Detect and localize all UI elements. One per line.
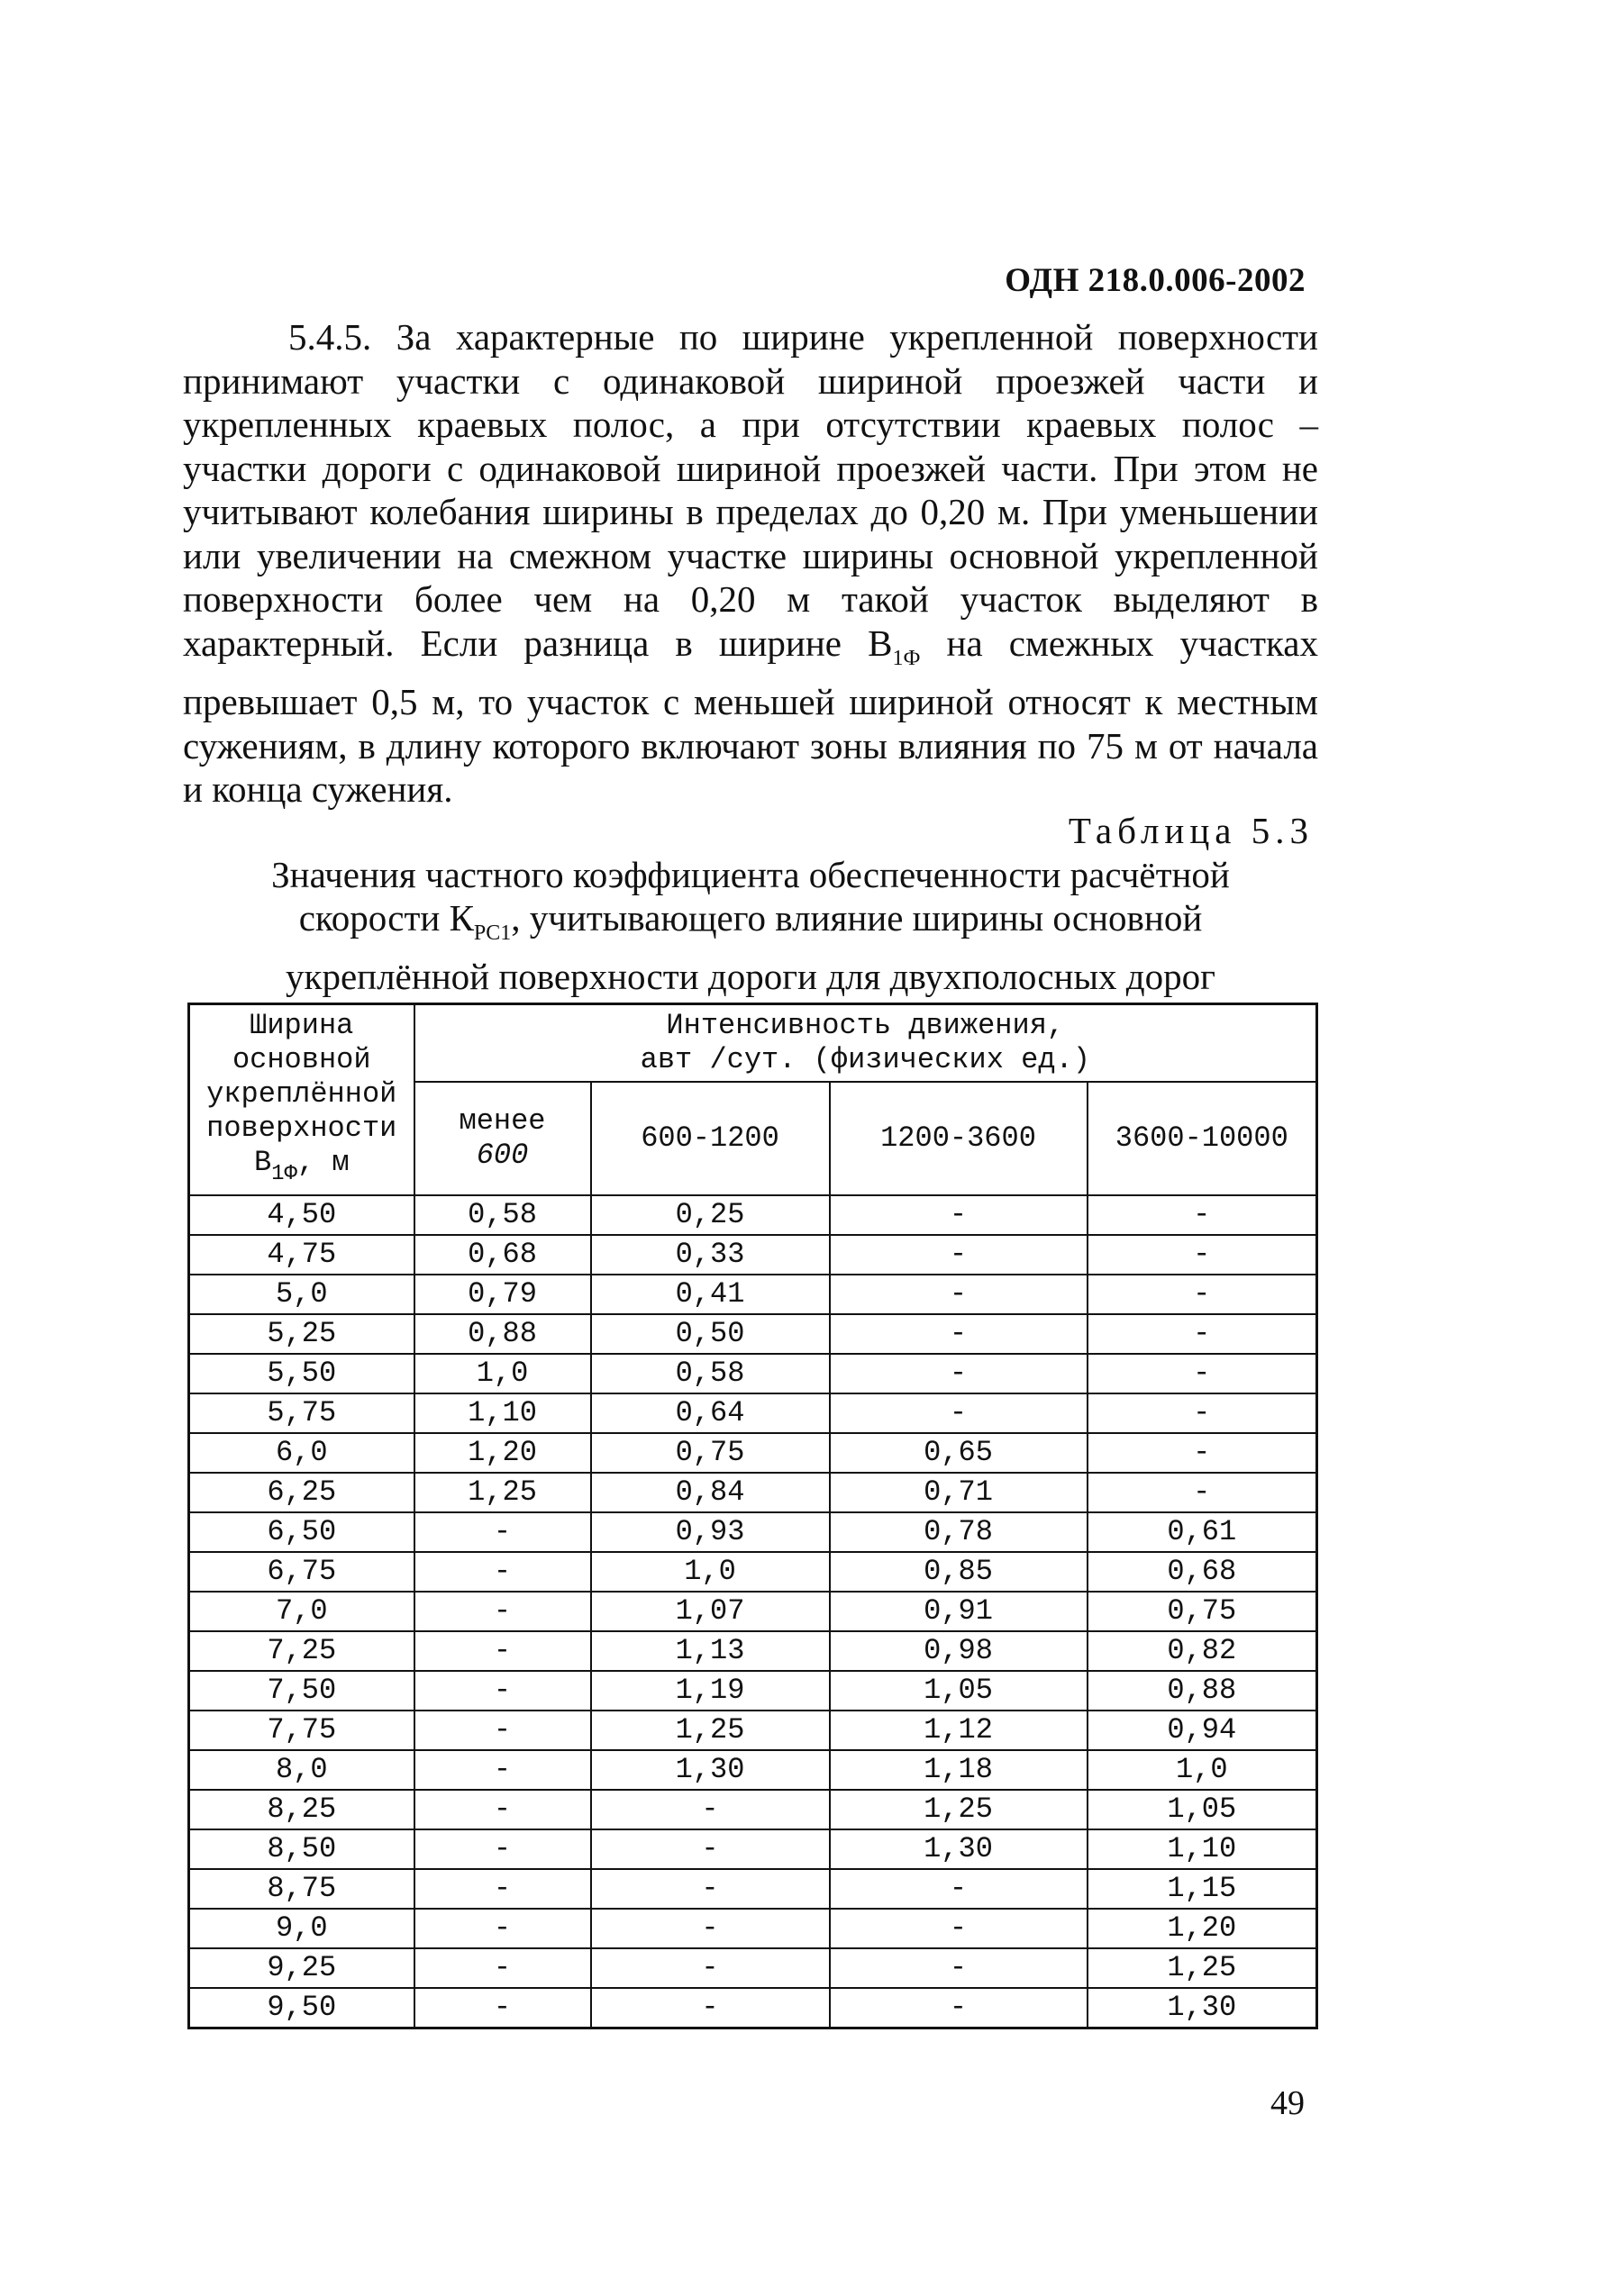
width-cell: 7,50 — [189, 1671, 414, 1711]
paragraph-text-start: 5.4.5. За характерные по ширине укрепленной поверхности принимают участки с одинаковой шириной проезжей части и укрепленных краевых полос, а при отсутствии краевых полос – участки дороги с одинаковой шириной проезжей части. При этом не учитывают колебания ширины в пределах до 0,20 м. При уменьшении или увеличении на смежном участке ширины основной укрепленной поверхности более чем на 0,20 м такой участок выделяют в характерный. Если разница в ширине В — [183, 316, 1318, 664]
coefficient-cell: 0,75 — [591, 1433, 830, 1473]
header-intensity — [414, 1004, 1317, 1083]
width-cell: 8,25 — [189, 1790, 414, 1829]
coefficient-cell: - — [830, 1275, 1088, 1314]
table-row — [189, 1275, 1317, 1314]
coefficient-cell: 1,05 — [830, 1671, 1088, 1711]
coefficient-cell: 0,88 — [1088, 1671, 1317, 1711]
coefficient-cell: 1,20 — [1088, 1909, 1317, 1948]
header-intensity-line-1: Интенсивность движения, — [666, 1009, 1065, 1042]
table-row — [189, 1948, 1317, 1988]
width-cell: 8,0 — [189, 1750, 414, 1790]
width-cell: 9,0 — [189, 1909, 414, 1948]
header-width-symbol: В — [253, 1145, 272, 1179]
table-row — [189, 1393, 1317, 1433]
table-body — [189, 1195, 1317, 2028]
header-width-symbol-subscript: 1Ф — [271, 1161, 297, 1186]
coefficient-cell: 0,68 — [414, 1235, 591, 1275]
caption-line-3: укреплённой поверхности дороги для двухполосных дорог — [286, 956, 1215, 997]
coefficient-cell: 0,41 — [591, 1275, 830, 1314]
header-less-600 — [414, 1082, 591, 1195]
coefficient-cell: 0,78 — [830, 1512, 1088, 1552]
coefficient-cell: - — [414, 1988, 591, 2028]
coefficient-cell: 0,64 — [591, 1393, 830, 1433]
coefficient-cell: - — [830, 1393, 1088, 1433]
table-label: Таблица 5.3 — [1068, 810, 1314, 851]
coefficient-cell: - — [830, 1235, 1088, 1275]
width-cell: 7,25 — [189, 1631, 414, 1671]
width-cell: 5,0 — [189, 1275, 414, 1314]
coefficient-cell: 0,58 — [591, 1354, 830, 1393]
coefficient-cell: 0,98 — [830, 1631, 1088, 1671]
coefficient-cell: 1,0 — [591, 1552, 830, 1592]
paragraph-symbol-subscript: 1Ф — [892, 646, 921, 670]
coefficient-cell: - — [830, 1988, 1088, 2028]
width-cell: 5,75 — [189, 1393, 414, 1433]
table-row — [189, 1988, 1317, 2028]
coefficient-table — [187, 1003, 1318, 2029]
width-cell: 6,75 — [189, 1552, 414, 1592]
table-row — [189, 1354, 1317, 1393]
coefficient-cell: 1,10 — [1088, 1829, 1317, 1869]
table-row — [189, 1473, 1317, 1512]
paragraph-text-end: на смежных участках превышает 0,5 м, то участок с меньшей шириной относят к местным сужениям, в длину которого включают зоны влияния по 75 м от начала и конца сужения. — [183, 622, 1318, 810]
coefficient-cell: 0,33 — [591, 1235, 830, 1275]
header-less-600-line-2: 600 — [476, 1139, 529, 1172]
coefficient-cell: - — [1088, 1314, 1317, 1354]
coefficient-cell: 0,68 — [1088, 1552, 1317, 1592]
coefficient-cell: 1,25 — [414, 1473, 591, 1512]
coefficient-cell: 0,58 — [414, 1195, 591, 1235]
coefficient-cell: - — [830, 1948, 1088, 1988]
table-row — [189, 1869, 1317, 1909]
coefficient-cell: - — [414, 1631, 591, 1671]
coefficient-cell: - — [1088, 1195, 1317, 1235]
coefficient-cell: 0,61 — [1088, 1512, 1317, 1552]
header-intensity-line-2: авт /сут. (физических ед.) — [640, 1043, 1090, 1076]
coefficient-cell: 1,19 — [591, 1671, 830, 1711]
header-600-1200: 600-1200 — [591, 1082, 830, 1195]
table-row — [189, 1631, 1317, 1671]
coefficient-cell: 1,25 — [591, 1711, 830, 1750]
width-cell: 8,75 — [189, 1869, 414, 1909]
coefficient-cell: - — [414, 1790, 591, 1829]
coefficient-cell: 1,30 — [591, 1750, 830, 1790]
coefficient-cell: 0,79 — [414, 1275, 591, 1314]
width-cell: 8,50 — [189, 1829, 414, 1869]
caption-line-2-end: , учитывающего влияние ширины основной — [511, 897, 1203, 939]
table-row — [189, 1552, 1317, 1592]
width-cell: 4,50 — [189, 1195, 414, 1235]
coefficient-cell: - — [414, 1869, 591, 1909]
coefficient-cell: - — [414, 1512, 591, 1552]
table-row — [189, 1314, 1317, 1354]
width-cell: 4,75 — [189, 1235, 414, 1275]
coefficient-cell: 0,71 — [830, 1473, 1088, 1512]
width-cell: 6,0 — [189, 1433, 414, 1473]
coefficient-cell: 0,75 — [1088, 1592, 1317, 1631]
coefficient-cell: - — [414, 1671, 591, 1711]
caption-line-2 — [183, 896, 1318, 955]
coefficient-cell: - — [414, 1552, 591, 1592]
table-row — [189, 1909, 1317, 1948]
header-width-unit: , м — [296, 1145, 350, 1179]
header-width-line-5 — [190, 1146, 414, 1192]
coefficient-cell: 0,50 — [591, 1314, 830, 1354]
coefficient-cell: - — [1088, 1393, 1317, 1433]
coefficient-cell: - — [1088, 1354, 1317, 1393]
width-cell: 5,50 — [189, 1354, 414, 1393]
coefficient-cell: - — [591, 1988, 830, 2028]
coefficient-cell: - — [830, 1195, 1088, 1235]
coefficient-cell: - — [414, 1750, 591, 1790]
coefficient-cell: 0,84 — [591, 1473, 830, 1512]
coefficient-cell: 1,05 — [1088, 1790, 1317, 1829]
coefficient-cell: 0,85 — [830, 1552, 1088, 1592]
width-cell: 6,25 — [189, 1473, 414, 1512]
coefficient-cell: - — [414, 1829, 591, 1869]
table-row — [189, 1790, 1317, 1829]
table-row — [189, 1671, 1317, 1711]
coefficient-cell: 1,25 — [830, 1790, 1088, 1829]
caption-line-2-start: скорости К — [298, 897, 474, 939]
coefficient-cell: 1,25 — [1088, 1948, 1317, 1988]
coefficient-cell: 0,93 — [591, 1512, 830, 1552]
caption-line-1: Значения частного коэффициента обеспеченности расчётной — [271, 854, 1230, 895]
coefficient-cell: 1,13 — [591, 1631, 830, 1671]
coefficient-cell: 1,18 — [830, 1750, 1088, 1790]
coefficient-cell: - — [830, 1314, 1088, 1354]
coefficient-cell: - — [830, 1909, 1088, 1948]
table-row — [189, 1750, 1317, 1790]
header-width-line-1: Ширина — [250, 1008, 354, 1042]
coefficient-cell: - — [1088, 1433, 1317, 1473]
header-less-600-line-1: менее — [459, 1104, 546, 1138]
coefficient-cell: 1,30 — [1088, 1988, 1317, 2028]
width-cell: 9,25 — [189, 1948, 414, 1988]
coefficient-cell: 1,15 — [1088, 1869, 1317, 1909]
table-row — [189, 1711, 1317, 1750]
header-width-line-3: укреплённой — [206, 1076, 397, 1111]
header-1200-3600: 1200-3600 — [830, 1082, 1088, 1195]
table-row — [189, 1235, 1317, 1275]
coefficient-cell: - — [591, 1869, 830, 1909]
header-width-line-2: основной — [232, 1042, 371, 1076]
header-width-column — [189, 1004, 414, 1196]
coefficient-cell: 1,30 — [830, 1829, 1088, 1869]
coefficient-cell: - — [1088, 1473, 1317, 1512]
coefficient-cell: - — [414, 1948, 591, 1988]
table-row — [189, 1592, 1317, 1631]
coefficient-cell: - — [591, 1790, 830, 1829]
paragraph-5-4-5 — [183, 315, 1318, 812]
coefficient-cell: - — [830, 1869, 1088, 1909]
coefficient-cell: 0,82 — [1088, 1631, 1317, 1671]
coefficient-cell: 1,12 — [830, 1711, 1088, 1750]
header-width-line-4: поверхности — [206, 1111, 397, 1145]
coefficient-cell: 0,91 — [830, 1592, 1088, 1631]
coefficient-cell: - — [830, 1354, 1088, 1393]
coefficient-cell: - — [591, 1909, 830, 1948]
caption-symbol-subscript: PC1 — [473, 921, 512, 945]
width-cell: 7,75 — [189, 1711, 414, 1750]
coefficient-cell: 0,65 — [830, 1433, 1088, 1473]
table-row — [189, 1433, 1317, 1473]
coefficient-cell: - — [591, 1948, 830, 1988]
coefficient-cell: - — [414, 1711, 591, 1750]
coefficient-cell: 1,0 — [1088, 1750, 1317, 1790]
coefficient-cell: - — [414, 1592, 591, 1631]
coefficient-cell: 0,88 — [414, 1314, 591, 1354]
coefficient-cell: 0,94 — [1088, 1711, 1317, 1750]
document-code: ОДН 218.0.006-2002 — [1005, 262, 1306, 299]
coefficient-cell: 1,07 — [591, 1592, 830, 1631]
width-cell: 7,0 — [189, 1592, 414, 1631]
page-number: 49 — [1270, 2084, 1305, 2122]
coefficient-cell: 0,25 — [591, 1195, 830, 1235]
coefficient-cell: 1,20 — [414, 1433, 591, 1473]
coefficient-cell: - — [591, 1829, 830, 1869]
coefficient-cell: - — [1088, 1275, 1317, 1314]
table-row — [189, 1195, 1317, 1235]
header-3600-10000: 3600-10000 — [1088, 1082, 1317, 1195]
table-caption — [183, 853, 1318, 998]
coefficient-cell: - — [1088, 1235, 1317, 1275]
coefficient-cell: 1,0 — [414, 1354, 591, 1393]
table-row — [189, 1512, 1317, 1552]
width-cell: 5,25 — [189, 1314, 414, 1354]
width-cell: 6,50 — [189, 1512, 414, 1552]
coefficient-cell: 1,10 — [414, 1393, 591, 1433]
coefficient-cell: - — [414, 1909, 591, 1948]
table-row — [189, 1829, 1317, 1869]
width-cell: 9,50 — [189, 1988, 414, 2028]
